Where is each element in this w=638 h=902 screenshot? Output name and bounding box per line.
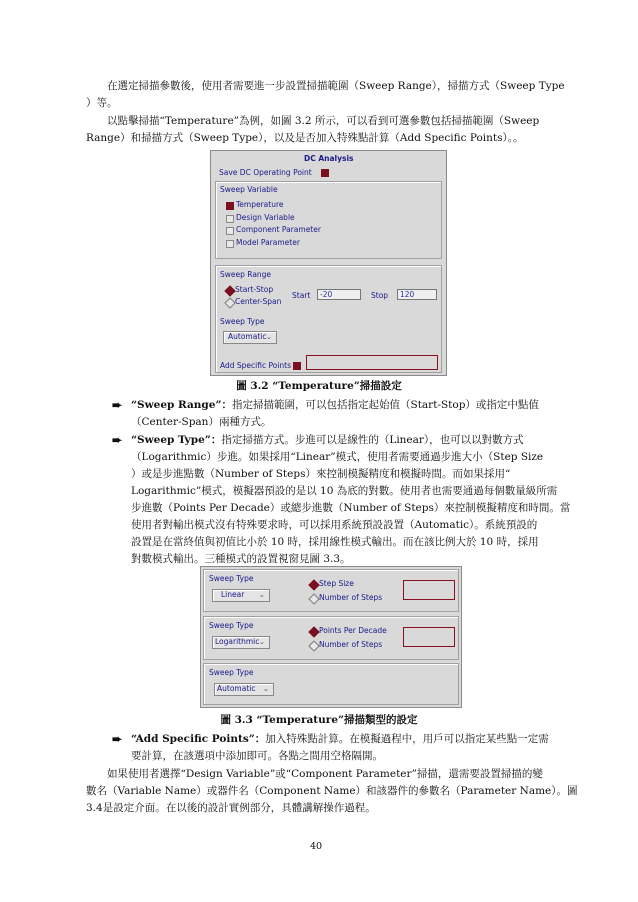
linear-panel-header: Sweep Type (209, 574, 254, 583)
dc-analysis-dialog (210, 150, 447, 376)
number-of-steps-radio-log[interactable] (308, 640, 319, 651)
bullet-2-line-8: 對數模式輸出。三種模式的設置視窗見圖 3.3。 (131, 553, 351, 565)
bullet-3-line-1 (131, 731, 549, 748)
save-dc-op-checkbox[interactable] (321, 169, 329, 177)
auto-panel-header: Sweep Type (209, 668, 254, 677)
linear-type-value: Linear (221, 590, 245, 599)
sweep-range-section (215, 265, 442, 373)
chevron-down-icon: ⌄ (258, 590, 265, 599)
bullet-3-term: “Add Specific Points”： (131, 733, 266, 745)
log-panel-header: Sweep Type (209, 621, 254, 630)
bullet-2-line-6: 使用者對輸出模式沒有特殊要求時，可以採用系統預設設置（Automatic）。系統預設的 (131, 519, 538, 531)
bullet-2-line-5: 步進數（Points Per Decade）或總步進數（Number of Steps）來控制模擬精度和時間。當 (131, 502, 571, 514)
sweep-type-value: Automatic (228, 332, 267, 341)
center-span-label: Center-Span (235, 297, 282, 306)
sweep-type-linear-panel (203, 569, 459, 612)
sweep-type-auto-panel (203, 663, 459, 705)
number-of-steps-label-log: Number of Steps (319, 640, 383, 649)
paragraph-1-line-2: ）等。 (86, 97, 118, 109)
paragraph-3-line-1: 如果使用者選擇“Design Variable”或“Component Parameter”掃描，還需要設置掃描的變 (107, 768, 543, 780)
variable-temperature-label: Temperature (236, 200, 284, 209)
bullet-3-line-2: 要計算，在該選項中添加即可。各點之間用空格隔開。 (131, 750, 383, 762)
sweep-type-dialog (200, 566, 462, 708)
figure-3-3-caption: 圖 3.3 “Temperature”掃描類型的設定 (220, 714, 418, 726)
variable-design-label: Design Variable (236, 213, 295, 222)
paragraph-2-line-2: Range）和掃描方式（Sweep Type），以及是否加入特殊點計算（Add Specific Points）。。 (86, 132, 524, 144)
component-parameter-checkbox[interactable] (226, 227, 234, 235)
save-dc-op-label: Save DC Operating Point (219, 168, 312, 177)
page-number: 40 (310, 841, 323, 852)
chevron-down-icon: ⌄ (262, 684, 269, 693)
stop-label: Stop (371, 291, 389, 300)
bullet-1-line-2: （Center-Span）兩種方式。 (131, 416, 272, 428)
design-variable-checkbox[interactable] (226, 215, 234, 223)
bullet-2-line-7: 設置是在當終值與初值比小於 10 時，採用線性模式輸出。而在該比例大於 10 時，採用 (131, 536, 539, 548)
chevron-down-icon: ⌄ (265, 332, 272, 341)
stop-input[interactable]: 120 (397, 289, 437, 300)
figure-3-2-caption: 圖 3.2 “Temperature”掃描設定 (236, 380, 402, 392)
number-of-steps-radio-linear[interactable] (308, 593, 319, 604)
log-type-select[interactable] (212, 636, 270, 649)
step-size-input[interactable] (403, 580, 455, 600)
sweep-type-log-panel (203, 616, 459, 660)
add-specific-checkbox[interactable] (293, 362, 301, 370)
bullet-2-arrow-icon: ➨ (112, 433, 123, 447)
sweep-range-header: Sweep Range (220, 270, 272, 279)
bullet-1-line-1 (131, 397, 539, 414)
sweep-variable-header: Sweep Variable (220, 185, 278, 194)
variable-component-label: Component Parameter (236, 225, 321, 234)
sweep-type-select[interactable] (223, 331, 277, 344)
bullet-2-line-1 (131, 432, 524, 449)
points-per-decade-label: Points Per Decade (319, 626, 387, 635)
bullet-2-line-4: Logarithmic”模式，模擬器預設的是以 10 為底的對數。使用者也需要通過每個數量級所需 (131, 485, 558, 497)
points-per-decade-radio[interactable] (308, 626, 319, 637)
bullet-1-text: 指定掃描範圍，可以包括指定起始值（Start-Stop）或指定中點值 (232, 399, 539, 411)
sweep-variable-section (215, 181, 442, 259)
auto-type-value: Automatic (217, 684, 256, 693)
bullet-3-text: 加入特殊點計算。在模擬過程中，用戶可以指定某些點一定需 (265, 733, 549, 745)
start-label: Start (292, 291, 311, 300)
sweep-type-header: Sweep Type (220, 317, 265, 326)
model-parameter-checkbox[interactable] (226, 240, 234, 248)
points-per-decade-input[interactable] (403, 627, 455, 647)
start-stop-label: Start-Stop (235, 285, 274, 294)
add-specific-label: Add Specific Points (220, 361, 292, 370)
chevron-down-icon: ⌄ (258, 637, 265, 646)
paragraph-1-line-1: 在選定掃描參數後，使用者需要進一步設置掃描範圍（Sweep Range），掃描方式（Sweep Type (107, 80, 565, 92)
start-stop-radio[interactable] (224, 285, 235, 296)
auto-type-select[interactable] (214, 683, 274, 696)
center-span-radio[interactable] (224, 297, 235, 308)
variable-model-label: Model Parameter (236, 238, 300, 247)
bullet-2-text: 指定掃描方式。步進可以是線性的（Linear），也可以以對數方式 (221, 434, 524, 446)
step-size-radio[interactable] (308, 579, 319, 590)
add-specific-input[interactable] (306, 355, 438, 370)
start-input[interactable]: -20 (317, 289, 361, 300)
log-type-value: Logarithmic (215, 637, 260, 646)
temperature-checkbox[interactable] (226, 202, 234, 210)
bullet-2-line-3: ）或是步進點數（Number of Steps）來控制模擬精度和模擬時間。而如果採用“ (131, 468, 511, 480)
bullet-1-term: “Sweep Range”： (131, 399, 232, 411)
bullet-2-line-2: （Logarithmic）步進。如果採用“Linear”模式，使用者需要通過步進大小（Step Size (131, 451, 544, 463)
step-size-label: Step Size (319, 579, 354, 588)
paragraph-3-line-3: 3.4是設定介面。在以後的設計實例部分，具體講解操作過程。 (86, 802, 376, 814)
paragraph-3-line-2: 數名（Variable Name）或器件名（Component Name）和該器件的參數名（Parameter Name）。圖 (86, 785, 578, 797)
bullet-1-arrow-icon: ➨ (112, 398, 123, 412)
paragraph-2-line-1: 以點擊掃描“Temperature”為例，如圖 3.2 所示，可以看到可選參數包括掃描範圍（Sweep (107, 115, 540, 127)
bullet-3-arrow-icon: ➨ (112, 732, 123, 746)
linear-type-select[interactable] (212, 589, 270, 602)
bullet-2-term: “Sweep Type”： (131, 434, 222, 446)
number-of-steps-label-linear: Number of Steps (319, 593, 383, 602)
dialog-title: DC Analysis (304, 154, 354, 163)
